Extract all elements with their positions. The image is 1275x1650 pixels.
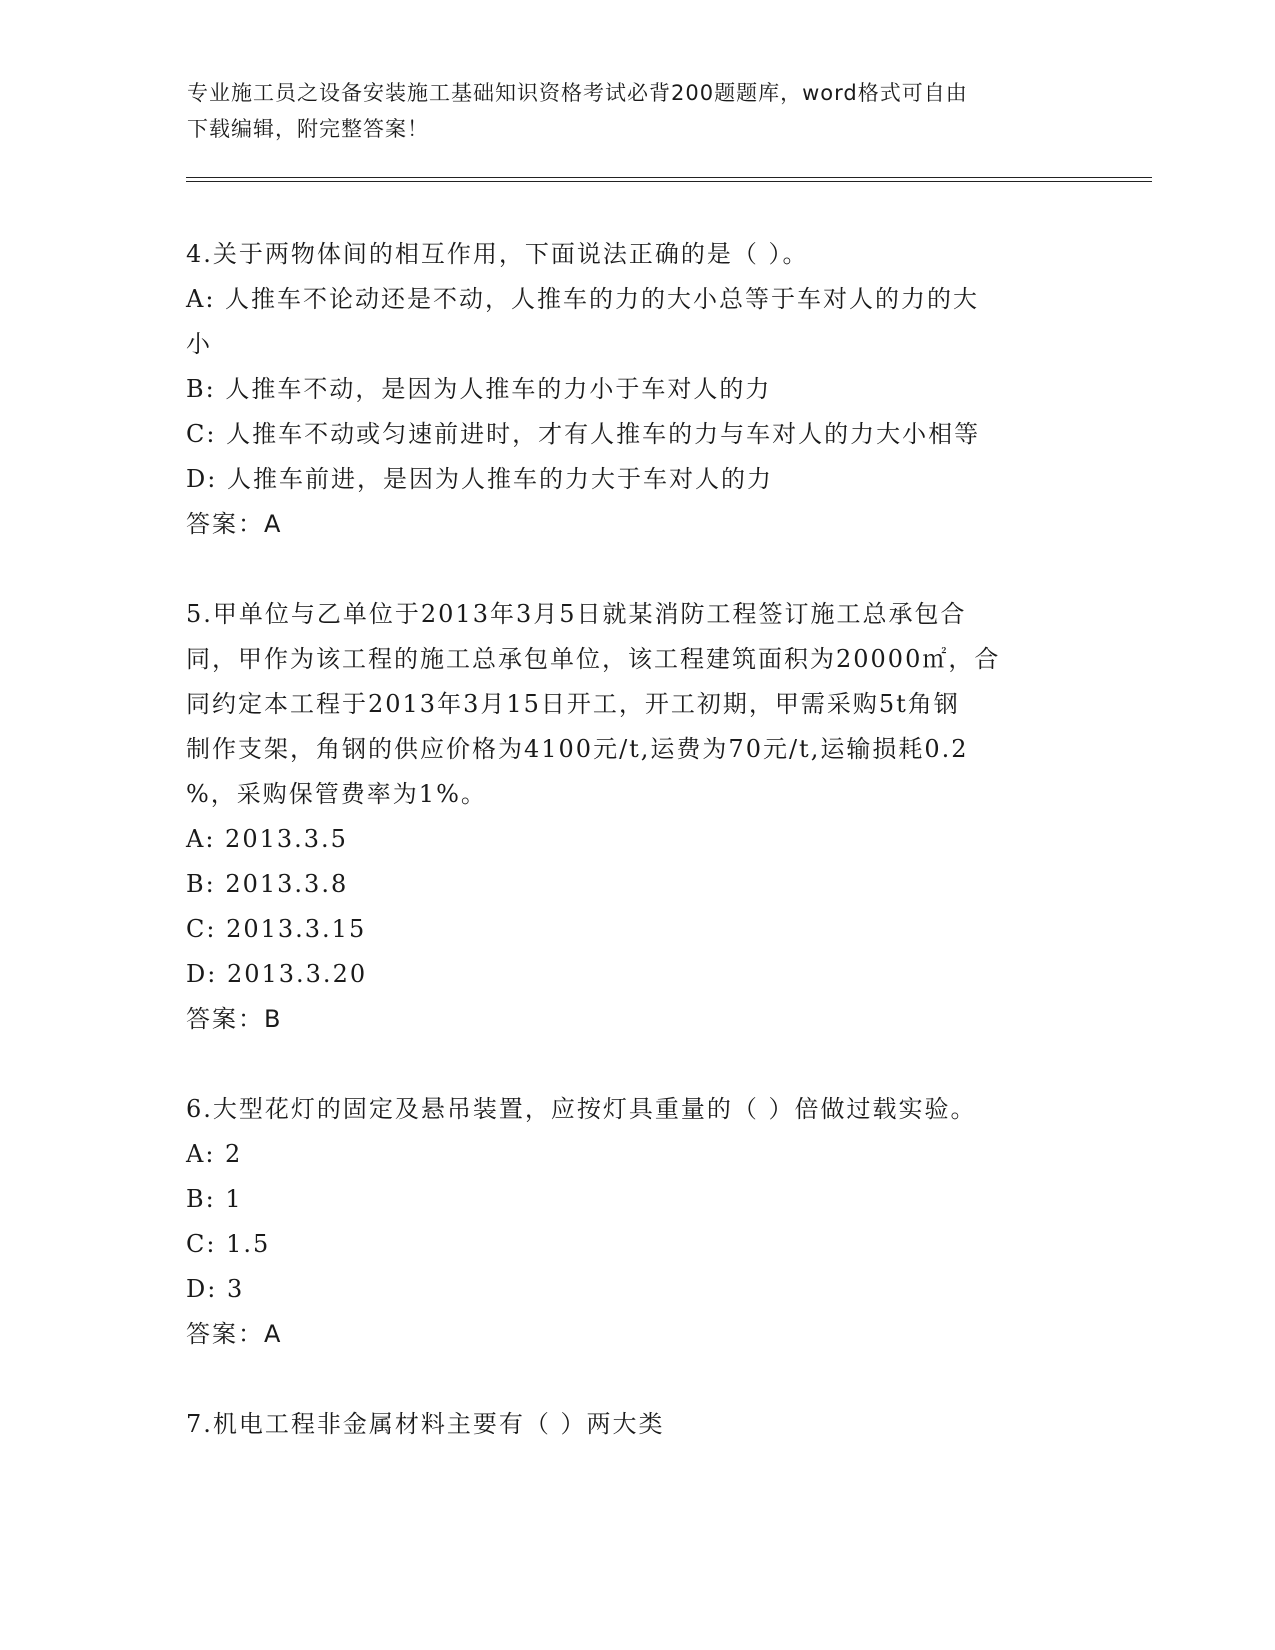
question-stem: 5.甲单位与乙单位于2013年3月5日就某消防工程签订施工总承包合 (186, 600, 967, 628)
option-c: C: 2013.3.15 (186, 915, 367, 943)
header-divider-bottom (186, 181, 1152, 182)
option-a: A: 人推车不论动还是不动，人推车的力的大小总等于车对人的力的大 (186, 285, 980, 313)
option-d: D: 2013.3.20 (186, 960, 368, 988)
question-stem: 4.关于两物体间的相互作用，下面说法正确的是（ ）。 (186, 240, 809, 268)
question-5 (186, 592, 1086, 1042)
option-d: D: 3 (186, 1275, 245, 1303)
question-stem: 6.大型花灯的固定及悬吊装置，应按灯具重量的（ ）倍做过载实验。 (186, 1095, 977, 1123)
option-a: A: 2 (186, 1140, 243, 1168)
question-4 (186, 232, 1086, 547)
question-6 (186, 1087, 1086, 1357)
option-a-continued: 小 (186, 330, 212, 358)
option-b: B: 2013.3.8 (186, 870, 349, 898)
spacer (186, 1042, 1086, 1087)
answer-label: 答案：A (186, 1320, 283, 1348)
option-c: C: 人推车不动或匀速前进时，才有人推车的力与车对人的力大小相等 (186, 420, 981, 448)
option-b: B: 人推车不动，是因为人推车的力小于车对人的力 (186, 375, 772, 403)
answer-label: 答案：A (186, 510, 283, 538)
header-divider-top (186, 177, 1152, 178)
question-stem: 7.机电工程非金属材料主要有（ ）两大类 (186, 1410, 665, 1438)
question-stem: %，采购保管费率为1%。 (186, 780, 487, 808)
header-line-1: 专业施工员之设备安装施工基础知识资格考试必背200题题库，word格式可自由 (187, 81, 968, 105)
option-a: A: 2013.3.5 (186, 825, 348, 853)
question-stem: 制作支架，角钢的供应价格为4100元/t,运费为70元/t,运输损耗0.2 (186, 735, 969, 763)
option-d: D: 人推车前进，是因为人推车的力大于车对人的力 (186, 465, 773, 493)
option-c: C: 1.5 (186, 1230, 271, 1258)
header-line-2: 下载编辑，附完整答案！ (187, 117, 429, 141)
question-stem: 同约定本工程于2013年3月15日开工，开工初期，甲需采购5t角钢 (186, 690, 960, 718)
document-header (187, 75, 1087, 147)
question-list (186, 232, 1086, 1447)
question-stem: 同，甲作为该工程的施工总承包单位，该工程建筑面积为20000㎡，合 (186, 645, 1001, 673)
answer-label: 答案：B (186, 1005, 283, 1033)
question-7 (186, 1402, 1086, 1447)
spacer (186, 547, 1086, 592)
spacer (186, 1357, 1086, 1402)
option-b: B: 1 (186, 1185, 243, 1213)
